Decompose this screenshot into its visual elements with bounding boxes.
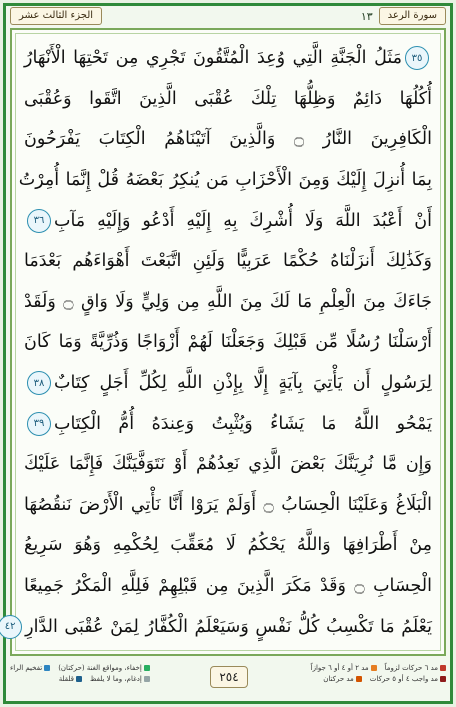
verse-line-text: أَنْ أَعْبُدَ اللَّهَ وَلَا أُشْرِكَ بِهِ إِلَيْهِ أَدْعُو وَإِلَيْهِ مَآبِ — [54, 210, 432, 231]
surah-number: ١٣ — [360, 9, 373, 23]
verse-line-text: جَاءَكَ مِنَ الْعِلْمِ مَا لَكَ مِنَ اللَّهِ مِن وَلِيٍّ وَلَا وَاقٍ ۝ وَلَقَدْ — [24, 291, 432, 312]
legend-swatch-icon — [144, 665, 150, 671]
legend-item — [311, 664, 377, 672]
legend-swatch-icon — [440, 665, 446, 671]
ayah-marker: ٤٢ — [0, 615, 22, 639]
page-number: ٢٥٤ — [210, 666, 248, 688]
legend-swatch-icon — [44, 665, 50, 671]
verse-line — [24, 566, 432, 607]
legend-label: تفخيم الراء — [10, 664, 43, 672]
verse-line — [24, 119, 432, 160]
verse-line-text: أَرْسَلْنَا رُسُلًا مِّن قَبْلِكَ وَجَعَلْنَا لَهُمْ أَزْوَاجًا وَذُرِّيَّةً وَمَا كَانَ — [24, 332, 432, 353]
surah-label: سورة الرعد — [379, 7, 446, 25]
verse-line — [24, 241, 432, 282]
verse-line — [24, 322, 432, 363]
ayah-marker: ٣٨ — [27, 371, 51, 395]
verse-line — [24, 200, 432, 241]
legend-label: مد حركتان — [323, 675, 354, 683]
legend-row — [10, 664, 150, 672]
legend-item — [59, 675, 82, 683]
verse-line — [18, 160, 432, 201]
legend-swatch-icon — [371, 665, 377, 671]
verse-line-text: بِمَا أُنزِلَ إِلَيْكَ وَمِنَ الْأَحْزَابِ مَن يُنكِرُ بَعْضَهُ قُلْ إِنَّمَا أُمِرْتُ — [18, 170, 432, 191]
legend-swatch-icon — [356, 676, 362, 682]
legend-swatch-icon — [76, 676, 82, 682]
verse-line — [24, 38, 432, 79]
ayah-marker: ٣٦ — [27, 209, 51, 233]
legend-row — [10, 675, 150, 683]
juz-label: الجزء الثالث عشر — [10, 7, 102, 25]
legend-swatch-icon — [440, 676, 446, 682]
verse-line-text: وَإِن مَّا نُرِيَنَّكَ بَعْضَ الَّذِي نَعِدُهُمْ أَوْ نَتَوَفَّيَنَّكَ فَإِنَّمَا عَلَيْكَ — [24, 454, 432, 475]
legend-label: إخفاء، ومواقع الغنة (حركتان) — [58, 664, 142, 672]
tajweed-legend-left — [10, 664, 150, 683]
verse-line — [4, 606, 432, 647]
legend-item — [385, 664, 446, 672]
legend-label: مد ٢ أو ٤ أو ٦ جوازاً — [310, 664, 369, 672]
verse-line-text: الْحِسَابِ ۝ وَقَدْ مَكَرَ الَّذِينَ مِن قَبْلِهِمْ فَلِلَّهِ الْمَكْرُ جَمِيعًا — [24, 576, 432, 597]
ayah-marker: ٣٥ — [405, 46, 429, 70]
verse-line — [24, 282, 432, 323]
legend-row — [311, 664, 446, 672]
verse-line-text: مَثَلُ الْجَنَّةِ الَّتِي وُعِدَ الْمُتَّقُونَ تَجْرِي مِن تَحْتِهَا الْأَنْهَارُ — [24, 48, 402, 69]
verse-line — [24, 363, 432, 404]
verse-line-text: الْبَلَاغُ وَعَلَيْنَا الْحِسَابُ ۝ أَوَلَمْ يَرَوْا أَنَّا نَأْتِي الْأَرْضَ نَنقُصُهَا — [24, 494, 432, 515]
verse-line — [24, 79, 432, 120]
verse-line — [24, 444, 432, 485]
legend-item — [323, 675, 362, 683]
verse-line — [24, 485, 432, 526]
verse-text — [4, 38, 433, 648]
surah-header — [361, 7, 446, 25]
legend-item — [58, 664, 150, 672]
page-footer — [10, 660, 446, 700]
legend-row — [311, 675, 446, 683]
verse-line-text: وَكَذَٰلِكَ أَنزَلْنَاهُ حُكْمًا عَرَبِيًّا وَلَئِنِ اتَّبَعْتَ أَهْوَاءَهُم بَعْدَمَا — [24, 251, 432, 272]
verse-line-text: يَمْحُو اللَّهُ مَا يَشَاءُ وَيُثْبِتُ وَعِندَهُ أُمُّ الْكِتَابِ — [54, 413, 432, 434]
verse-line-text: الْكَافِرِينَ النَّارُ ۝ وَالَّذِينَ آتَيْنَاهُمُ الْكِتَابَ يَفْرَحُونَ — [24, 129, 433, 150]
ayah-marker: ٣٩ — [27, 412, 51, 436]
legend-label: مد ٦ حركات لزوماً — [384, 664, 438, 672]
verse-line-text: يَعْلَمُ مَا تَكْسِبُ كُلُّ نَفْسٍ وَسَيَعْلَمُ الْكُفَّارُ لِمَنْ عُقْبَى الدَّارِ — [25, 616, 432, 637]
tajweed-legend-right — [311, 664, 446, 683]
page-header — [10, 6, 446, 26]
legend-item — [10, 664, 50, 672]
verse-line-text: مِنْ أَطْرَافِهَا وَاللَّهُ يَحْكُمُ لَا مُعَقِّبَ لِحُكْمِهِ وَهُوَ سَرِيعُ — [24, 535, 432, 556]
verse-line-text: أُكُلُهَا دَائِمٌ وَظِلُّهَا تِلْكَ عُقْبَى الَّذِينَ اتَّقَوا وَعُقْبَى — [24, 88, 432, 109]
legend-label: مد واجب ٤ أو ٥ حركات — [369, 675, 438, 683]
verse-line — [24, 525, 432, 566]
legend-label: قلقلة — [58, 675, 74, 683]
legend-label: إدغام، وما لا يلفظ — [89, 675, 142, 683]
verse-line — [24, 403, 432, 444]
legend-swatch-icon — [144, 676, 150, 682]
legend-item — [370, 675, 446, 683]
text-frame — [4, 28, 446, 656]
verse-line-text: لِرَسُولٍ أَن يَأْتِيَ بِآيَةٍ إِلَّا بِإِذْنِ اللَّهِ لِكُلِّ أَجَلٍ كِتَابٌ — [54, 373, 432, 394]
legend-item — [90, 675, 150, 683]
